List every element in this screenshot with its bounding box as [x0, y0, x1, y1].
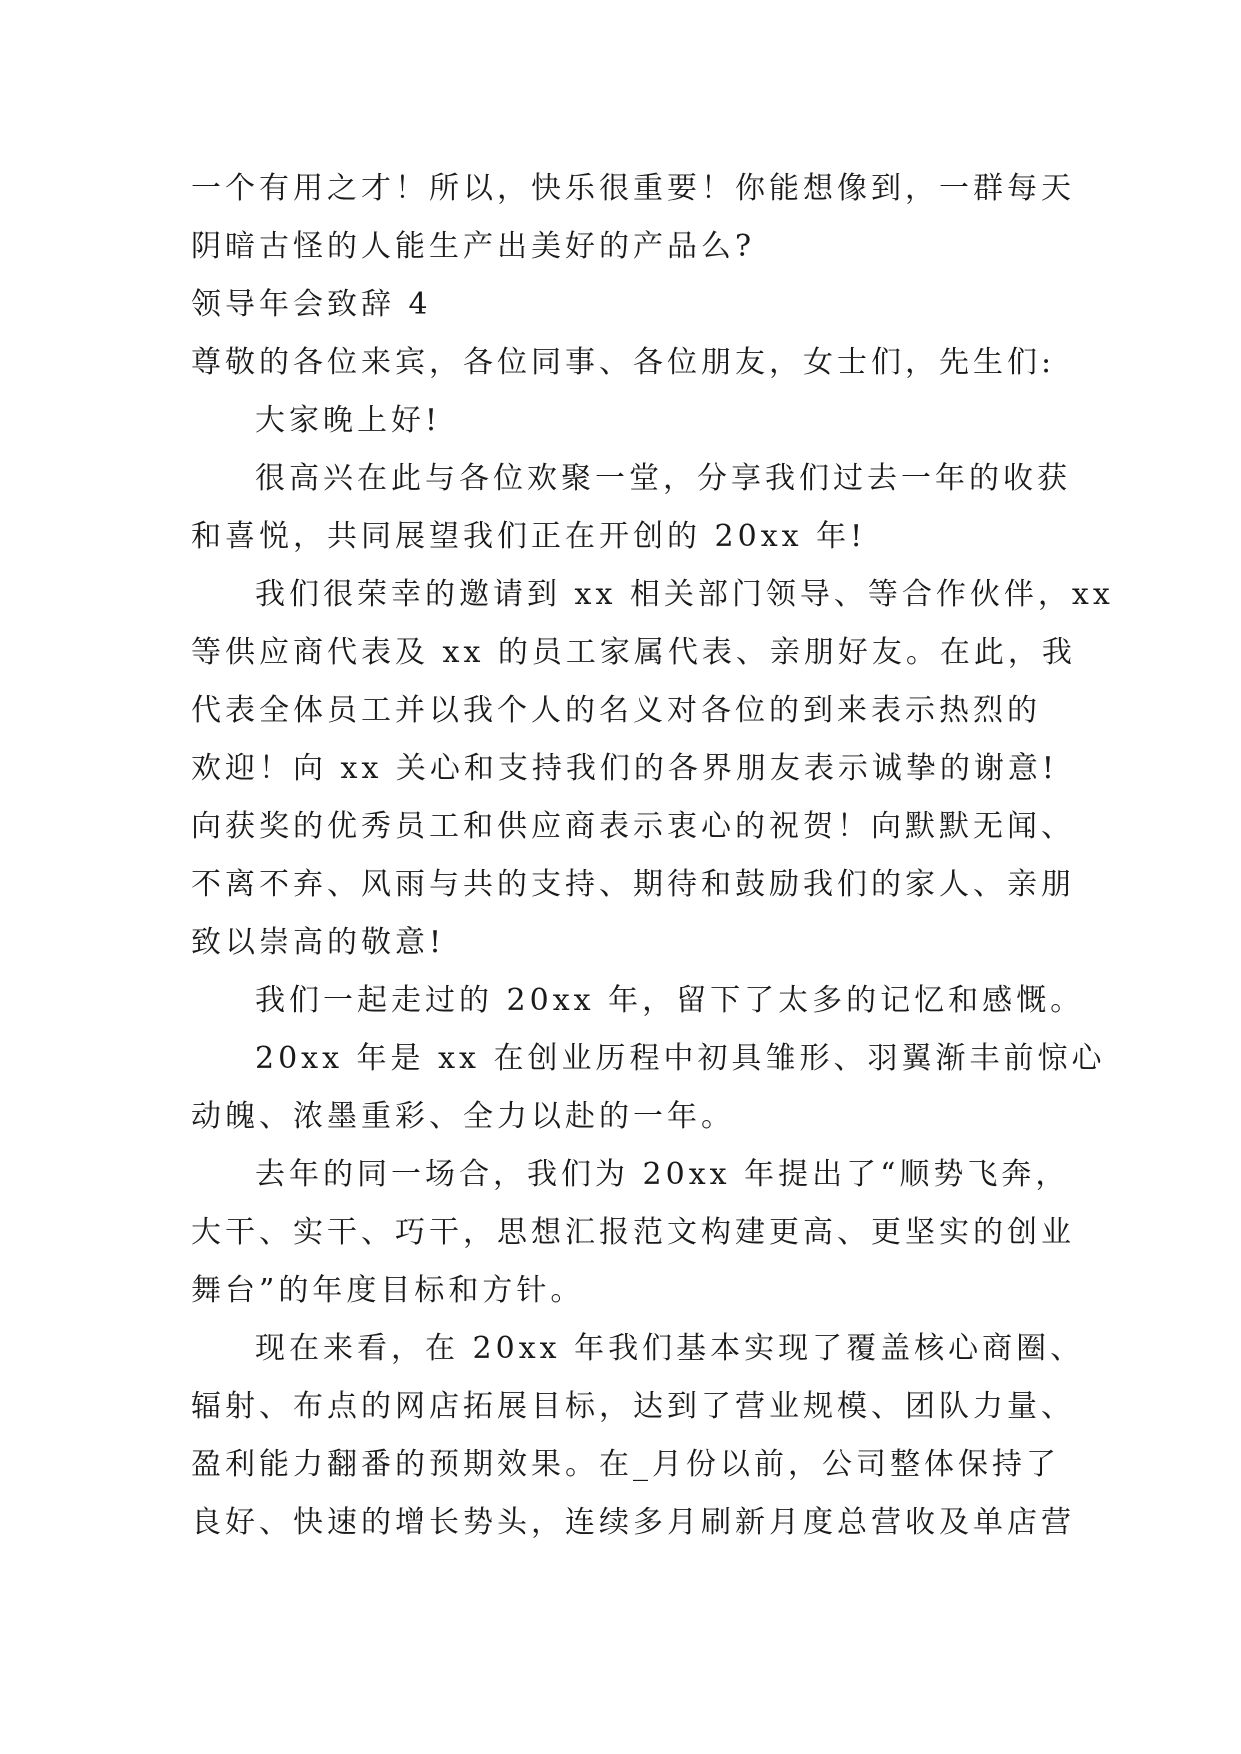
text-line: 大干、实干、巧干，思想汇报范文构建更高、更坚实的创业: [191, 1215, 1075, 1250]
text-line: 代表全体员工并以我个人的名义对各位的到来表示热烈的: [191, 693, 1041, 728]
greeting: 大家晚上好!: [255, 403, 442, 438]
text-line: 致以崇高的敬意!: [191, 925, 446, 960]
text-line: 辐射、布点的网店拓展目标，达到了营业规模、团队力量、: [191, 1389, 1075, 1424]
text-line: 动魄、浓墨重彩、全力以赴的一年。: [191, 1099, 735, 1134]
text-line: 阴暗古怪的人能生产出美好的产品么?: [191, 229, 756, 264]
section-heading: 领导年会致辞 4: [191, 287, 432, 322]
text-line: 舞台”的年度目标和方针。: [191, 1273, 585, 1308]
document-body: [191, 160, 1114, 1552]
text-line: 不离不弃、风雨与共的支持、期待和鼓励我们的家人、亲朋: [191, 867, 1075, 902]
text-line: 20xx 年是 xx 在创业历程中初具雏形、羽翼渐丰前惊心: [255, 1041, 1106, 1076]
text-line: 等供应商代表及 xx 的员工家属代表、亲朋好友。在此，我: [191, 635, 1076, 670]
text-line: 良好、快速的增长势头，连续多月刷新月度总营收及单店营: [191, 1505, 1075, 1540]
text-line: 很高兴在此与各位欢聚一堂，分享我们过去一年的收获: [255, 461, 1071, 496]
text-line: 去年的同一场合，我们为 20xx 年提出了“顺势飞奔，: [255, 1157, 1070, 1192]
text-line: 盈利能力翻番的预期效果。在_月份以前，公司整体保持了: [191, 1447, 1060, 1482]
text-line: 现在来看，在 20xx 年我们基本实现了覆盖核心商圈、: [255, 1331, 1085, 1366]
text-line: 和喜悦，共同展望我们正在开创的 20xx 年!: [191, 519, 867, 554]
text-line: 一个有用之才！所以，快乐很重要！你能想像到，一群每天: [191, 171, 1075, 206]
text-line: 我们一起走过的 20xx 年，留下了太多的记忆和感慨。: [255, 983, 1085, 1018]
text-line: 欢迎！向 xx 关心和支持我们的各界朋友表示诚挚的谢意!: [191, 751, 1058, 786]
text-line: 向获奖的优秀员工和供应商表示衷心的祝贺！向默默无闻、: [191, 809, 1075, 844]
text-line: 我们很荣幸的邀请到 xx 相关部门领导、等合作伙伴，xx: [255, 577, 1114, 612]
salutation: 尊敬的各位来宾，各位同事、各位朋友，女士们，先生们:: [191, 345, 1056, 380]
